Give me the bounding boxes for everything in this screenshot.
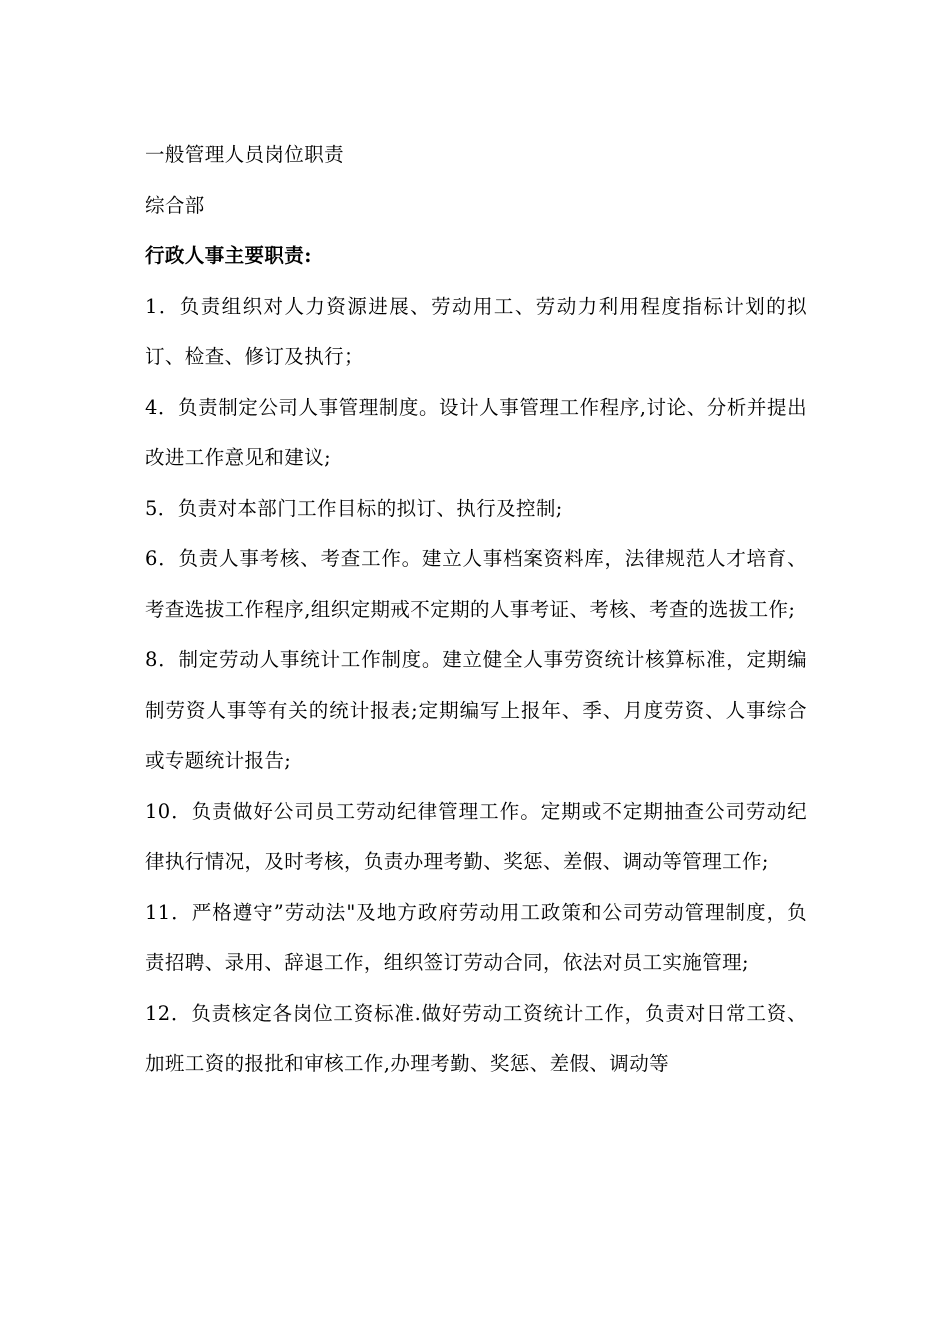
department-name: 综合部 — [145, 193, 205, 217]
duty-item-11: 11．严格遵守”劳动法"及地方政府劳动用工政策和公司劳动管理制度，负责招聘、录用、辞退工作，组织签订劳动合同，依法对员工实施管理; — [145, 900, 807, 974]
document-title: 一般管理人员岗位职责 — [145, 143, 345, 166]
duty-item-12: 12．负责核定各岗位工资标准.做好劳动工资统计工作，负责对日常工资、加班工资的报批和审核工作,办理考勤、奖惩、差假、调动等 — [145, 1001, 807, 1075]
duty-item-6: 6．负责人事考核、考查工作。建立人事档案资料库，法律规范人才培育、考查选拔工作程序,组织定期戒不定期的人事考证、考核、考查的选拔工作; — [145, 547, 807, 621]
document-body — [145, 130, 807, 1090]
duty-item-10: 10．负责做好公司员工劳动纪律管理工作。定期或不定期抽查公司劳动纪律执行情况，及时考核，负责办理考勤、奖惩、差假、调动等管理工作; — [145, 799, 807, 873]
duty-item-4: 4．负责制定公司人事管理制度。设计人事管理工作程序,讨论、分析并提出改进工作意见和建议; — [145, 395, 807, 469]
section-heading: 行政人事主要职责: — [145, 244, 312, 267]
duty-item-1: 1．负责组织对人力资源进展、劳动用工、劳动力利用程度指标计划的拟订、检查、修订及执行； — [145, 294, 807, 368]
duty-item-5: 5．负责对本部门工作目标的拟订、执行及控制; — [145, 496, 563, 520]
duty-item-8: 8．制定劳动人事统计工作制度。建立健全人事劳资统计核算标准，定期编制劳资人事等有关的统计报表;定期编写上报年、季、月度劳资、人事综合或专题统计报告; — [145, 648, 807, 772]
